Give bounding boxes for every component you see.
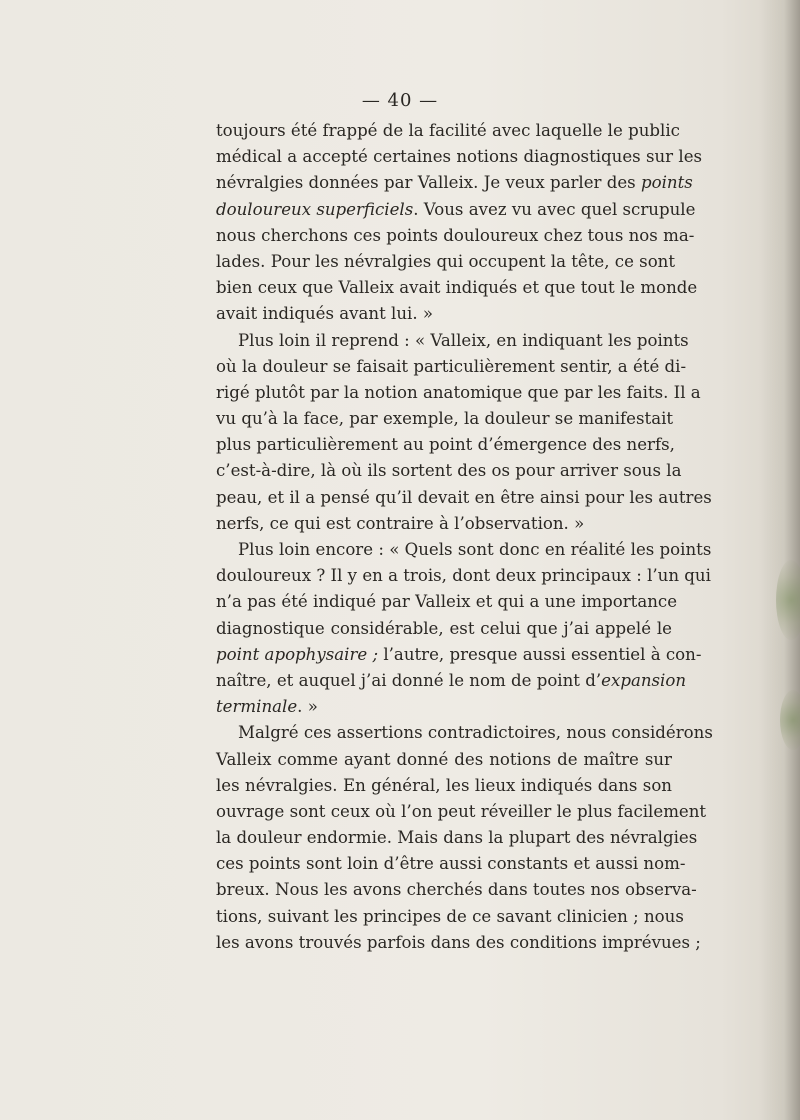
text-line xyxy=(216,223,695,249)
text-line xyxy=(216,616,672,642)
text-line xyxy=(216,328,689,354)
text-line xyxy=(216,380,701,406)
text-segment: Valleix comme ayant donné des notions de maître sur xyxy=(216,749,672,769)
foxing-stain xyxy=(776,560,800,640)
text-segment: avait indiqués avant lui. » xyxy=(216,304,434,324)
text-line xyxy=(216,720,713,746)
text-line xyxy=(216,249,676,275)
italic-text: point apophysaire ; xyxy=(216,644,379,664)
text-line xyxy=(216,301,672,327)
text-line xyxy=(216,563,711,589)
text-segment: breux. Nous les avons cherchés dans toutes nos observa- xyxy=(216,880,697,900)
text-segment: ouvrage sont ceux où l’on peut réveiller le plus facilement xyxy=(216,801,707,821)
text-segment: Plus loin il reprend : « Valleix, en indiquant les points xyxy=(238,330,689,350)
text-segment: vu qu’à la face, par exemple, la douleur se manifestait xyxy=(216,409,674,429)
text-line xyxy=(216,747,672,773)
text-segment: bien ceux que Valleix avait indiqués et que tout le monde xyxy=(216,278,698,298)
text-line xyxy=(216,144,703,170)
text-line xyxy=(216,170,693,196)
text-segment: où la douleur se faisait particulièrement sentir, a été di- xyxy=(216,356,687,376)
text-line xyxy=(216,694,672,720)
text-line xyxy=(216,904,684,930)
text-segment: lades. Pour les névralgies qui occupent la tête, ce sont xyxy=(216,251,676,271)
text-segment: naître, et auquel j’ai donné le nom de point d’ xyxy=(216,670,602,690)
text-line xyxy=(216,589,678,615)
text-line xyxy=(216,406,672,432)
text-line xyxy=(216,668,687,694)
text-line xyxy=(216,458,682,484)
text-segment: peau, et il a pensé qu’il devait en être ainsi pour les autres xyxy=(216,487,712,507)
foxing-stain xyxy=(780,690,800,750)
text-segment: les avons trouvés parfois dans des conditions imprévues ; xyxy=(216,932,701,952)
text-segment: les névralgies. En général, les lieux indiqués dans son xyxy=(216,775,672,795)
italic-text: terminale xyxy=(216,697,298,717)
text-segment: ces points sont loin d’être aussi constants et aussi nom- xyxy=(216,854,686,874)
text-segment: toujours été frappé de la facilité avec laquelle le public xyxy=(216,121,680,140)
text-segment: nous cherchons ces points douloureux chez tous nos ma- xyxy=(216,225,695,245)
text-line xyxy=(216,354,687,380)
text-line xyxy=(216,877,697,903)
text-segment: c’est-à-dire, là où ils sortent des os pour arriver sous la xyxy=(216,461,682,481)
text-segment: diagnostique considérable, est celui que j’ai appelé le xyxy=(216,618,672,638)
text-segment: Malgré ces assertions contradictoires, nous considérons xyxy=(238,723,713,743)
text-line xyxy=(216,118,680,144)
italic-text: expansion xyxy=(601,670,687,690)
text-line xyxy=(216,197,696,223)
text-segment: la douleur endormie. Mais dans la plupart des névralgies xyxy=(216,828,698,848)
text-line xyxy=(216,537,712,563)
text-line xyxy=(216,511,672,537)
body-text xyxy=(216,118,713,956)
text-segment: l’autre, presque aussi essentiel à con- xyxy=(378,644,702,664)
text-line xyxy=(216,642,702,668)
text-segment: nerfs, ce qui est contraire à l’observation. » xyxy=(216,513,585,533)
text-segment: Plus loin encore : « Quels sont donc en réalité les points xyxy=(238,540,712,559)
text-segment: n’a pas été indiqué par Valleix et qui a une importance xyxy=(216,592,678,612)
text-segment: médical a accepté certaines notions diagnostiques sur les xyxy=(216,147,703,167)
text-line xyxy=(216,851,686,877)
text-line xyxy=(216,825,698,851)
text-segment: rigé plutôt par la notion anatomique que par les faits. Il a xyxy=(216,382,701,402)
text-segment: plus particulièrement au point d’émergence des nerfs, xyxy=(216,435,675,455)
text-segment: névralgies données par Valleix. Je veux parler des xyxy=(216,173,641,193)
text-line xyxy=(216,930,701,956)
text-segment: tions, suivant les principes de ce savant clinicien ; nous xyxy=(216,906,684,926)
text-segment: douloureux ? Il y en a trois, dont deux principaux : l’un qui xyxy=(216,566,711,586)
text-line xyxy=(216,275,698,301)
text-segment: . Vous avez vu avec quel scrupule xyxy=(413,199,696,219)
text-line xyxy=(216,773,672,799)
text-segment: . » xyxy=(297,697,318,717)
page-number: — 40 — xyxy=(361,90,439,111)
italic-text: douloureux superficiels xyxy=(216,199,414,219)
italic-text: points xyxy=(640,173,693,193)
text-line xyxy=(216,485,712,511)
text-line xyxy=(216,799,707,825)
text-line xyxy=(216,432,675,458)
